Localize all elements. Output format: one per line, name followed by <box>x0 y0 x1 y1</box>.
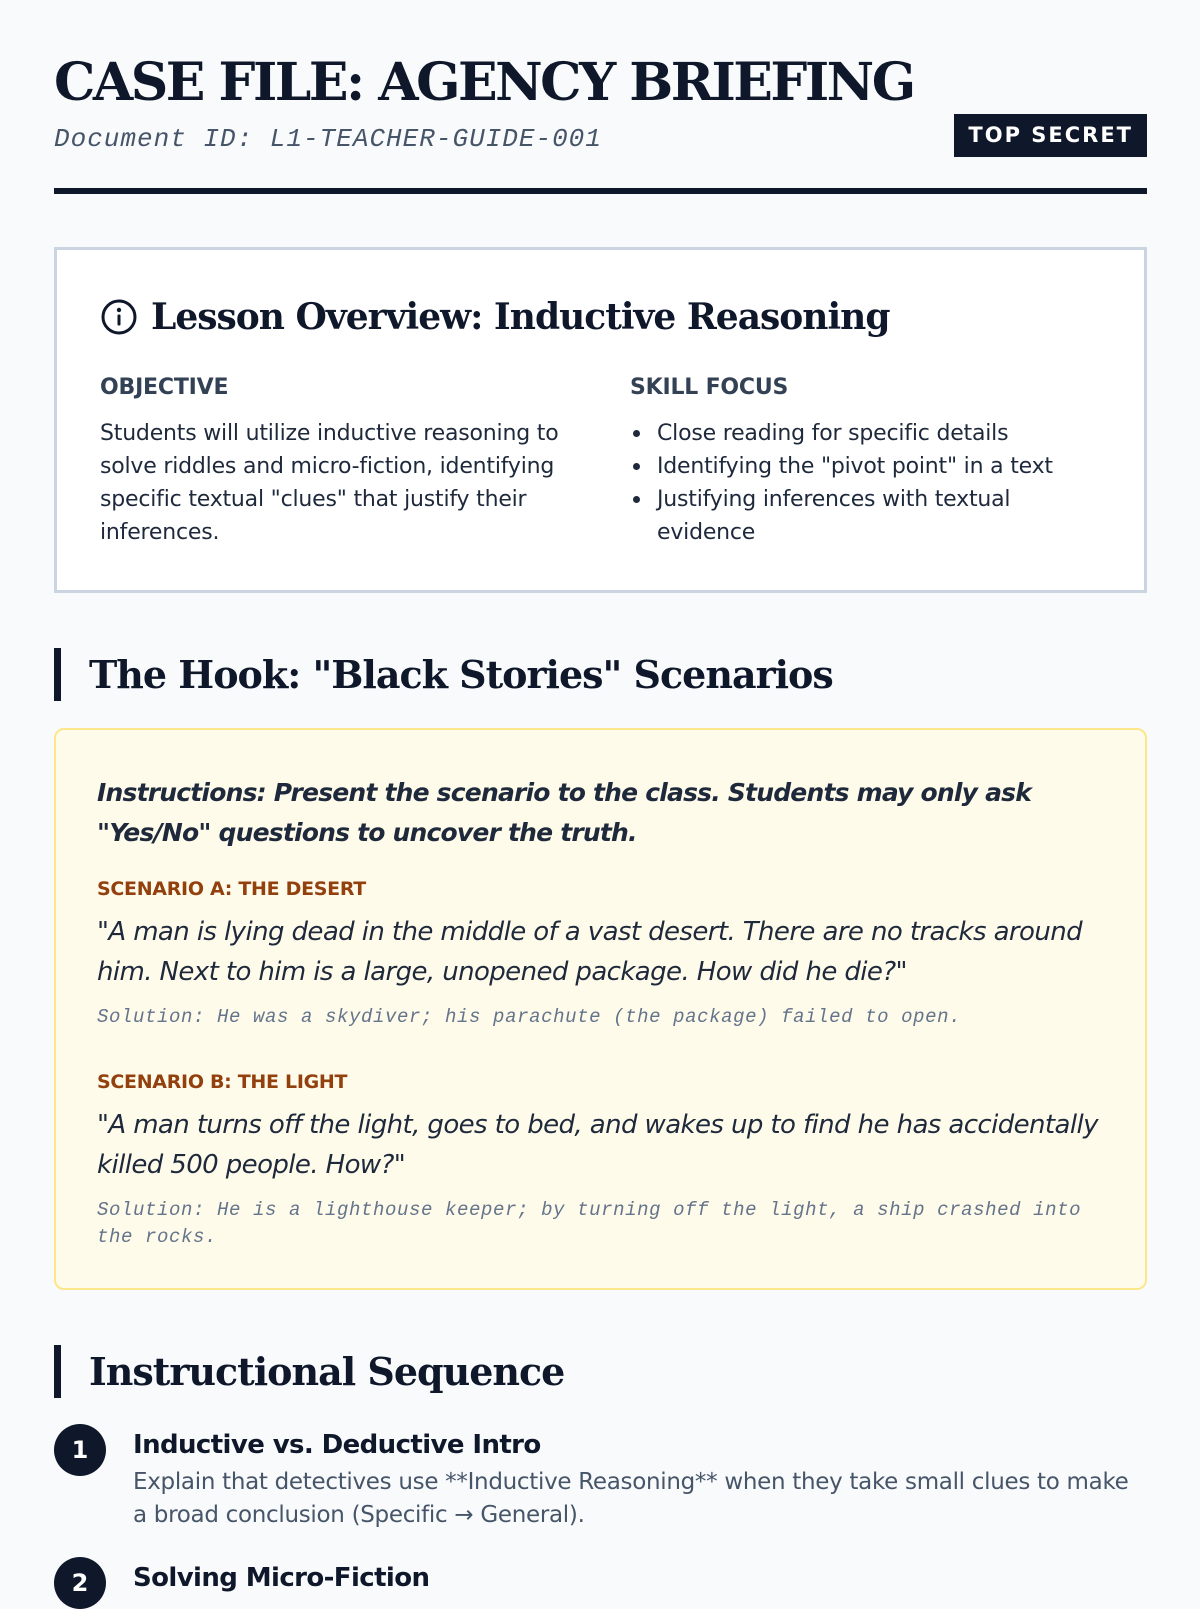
scenario-a-solution: Solution: He was a skydiver; his parachute (the package) failed to open. <box>97 1006 962 1028</box>
step-title: Solving Micro-Fiction <box>133 1563 430 1593</box>
step-description: Explain that detectives use **Inductive Reasoning** when they take small clues to make a broad conclusion (Specific → General). <box>133 1469 1129 1528</box>
classification-badge: TOP SECRET <box>954 114 1147 157</box>
document-id: Document ID: L1-TEACHER-GUIDE-001 <box>54 124 602 154</box>
scenario-b-label: SCENARIO B: THE LIGHT <box>97 1071 348 1093</box>
skill-item: Identifying the "pivot point" in a text <box>630 450 1100 483</box>
scenario-b-solution: Solution: He is a lighthouse keeper; by turning off the light, a ship crashed into the rocks. <box>97 1199 1082 1248</box>
overview-title-row <box>100 296 890 338</box>
sequence-heading: Instructional Sequence <box>89 1349 565 1394</box>
step-title: Inductive vs. Deductive Intro <box>133 1430 541 1460</box>
skill-item: Close reading for specific details <box>630 417 1100 450</box>
scenario-b-quote: "A man turns off the light, goes to bed, and wakes up to find he has accidentally killed 500 people. How?" <box>97 1110 1098 1180</box>
skill-focus-label: SKILL FOCUS <box>630 375 789 400</box>
overview-title: Lesson Overview: Inductive Reasoning <box>151 296 890 338</box>
skill-item: Justifying inferences with textual evidence <box>630 483 1100 549</box>
scenario-a-label: SCENARIO A: THE DESERT <box>97 878 366 900</box>
hook-instructions: Instructions: Present the scenario to the class. Students may only ask "Yes/No" questions to uncover the truth. <box>97 778 1032 847</box>
hook-scenarios-card <box>54 728 1147 1290</box>
teacher-guide-page <box>54 0 1147 1597</box>
skill-focus-list <box>630 417 1100 549</box>
document-title: CASE FILE: AGENCY BRIEFING <box>54 52 914 113</box>
info-circle-icon <box>100 298 138 336</box>
hook-section-heading <box>54 648 833 701</box>
step-number-badge: 1 <box>54 1424 106 1476</box>
sequence-section-heading <box>54 1345 564 1398</box>
document-header <box>54 0 1147 194</box>
objective-label: OBJECTIVE <box>100 375 229 400</box>
step-number-badge: 2 <box>54 1557 106 1609</box>
hook-heading: The Hook: "Black Stories" Scenarios <box>89 652 833 697</box>
scenario-a-quote: "A man is lying dead in the middle of a vast desert. There are no tracks around him. Next to him is a large, unopened package. How did he die?" <box>97 917 1082 987</box>
lesson-overview-card <box>54 247 1147 593</box>
objective-text: Students will utilize inductive reasoning to solve riddles and micro-fiction, identifying specific textual "clues" that justify their inferences. <box>100 421 559 545</box>
